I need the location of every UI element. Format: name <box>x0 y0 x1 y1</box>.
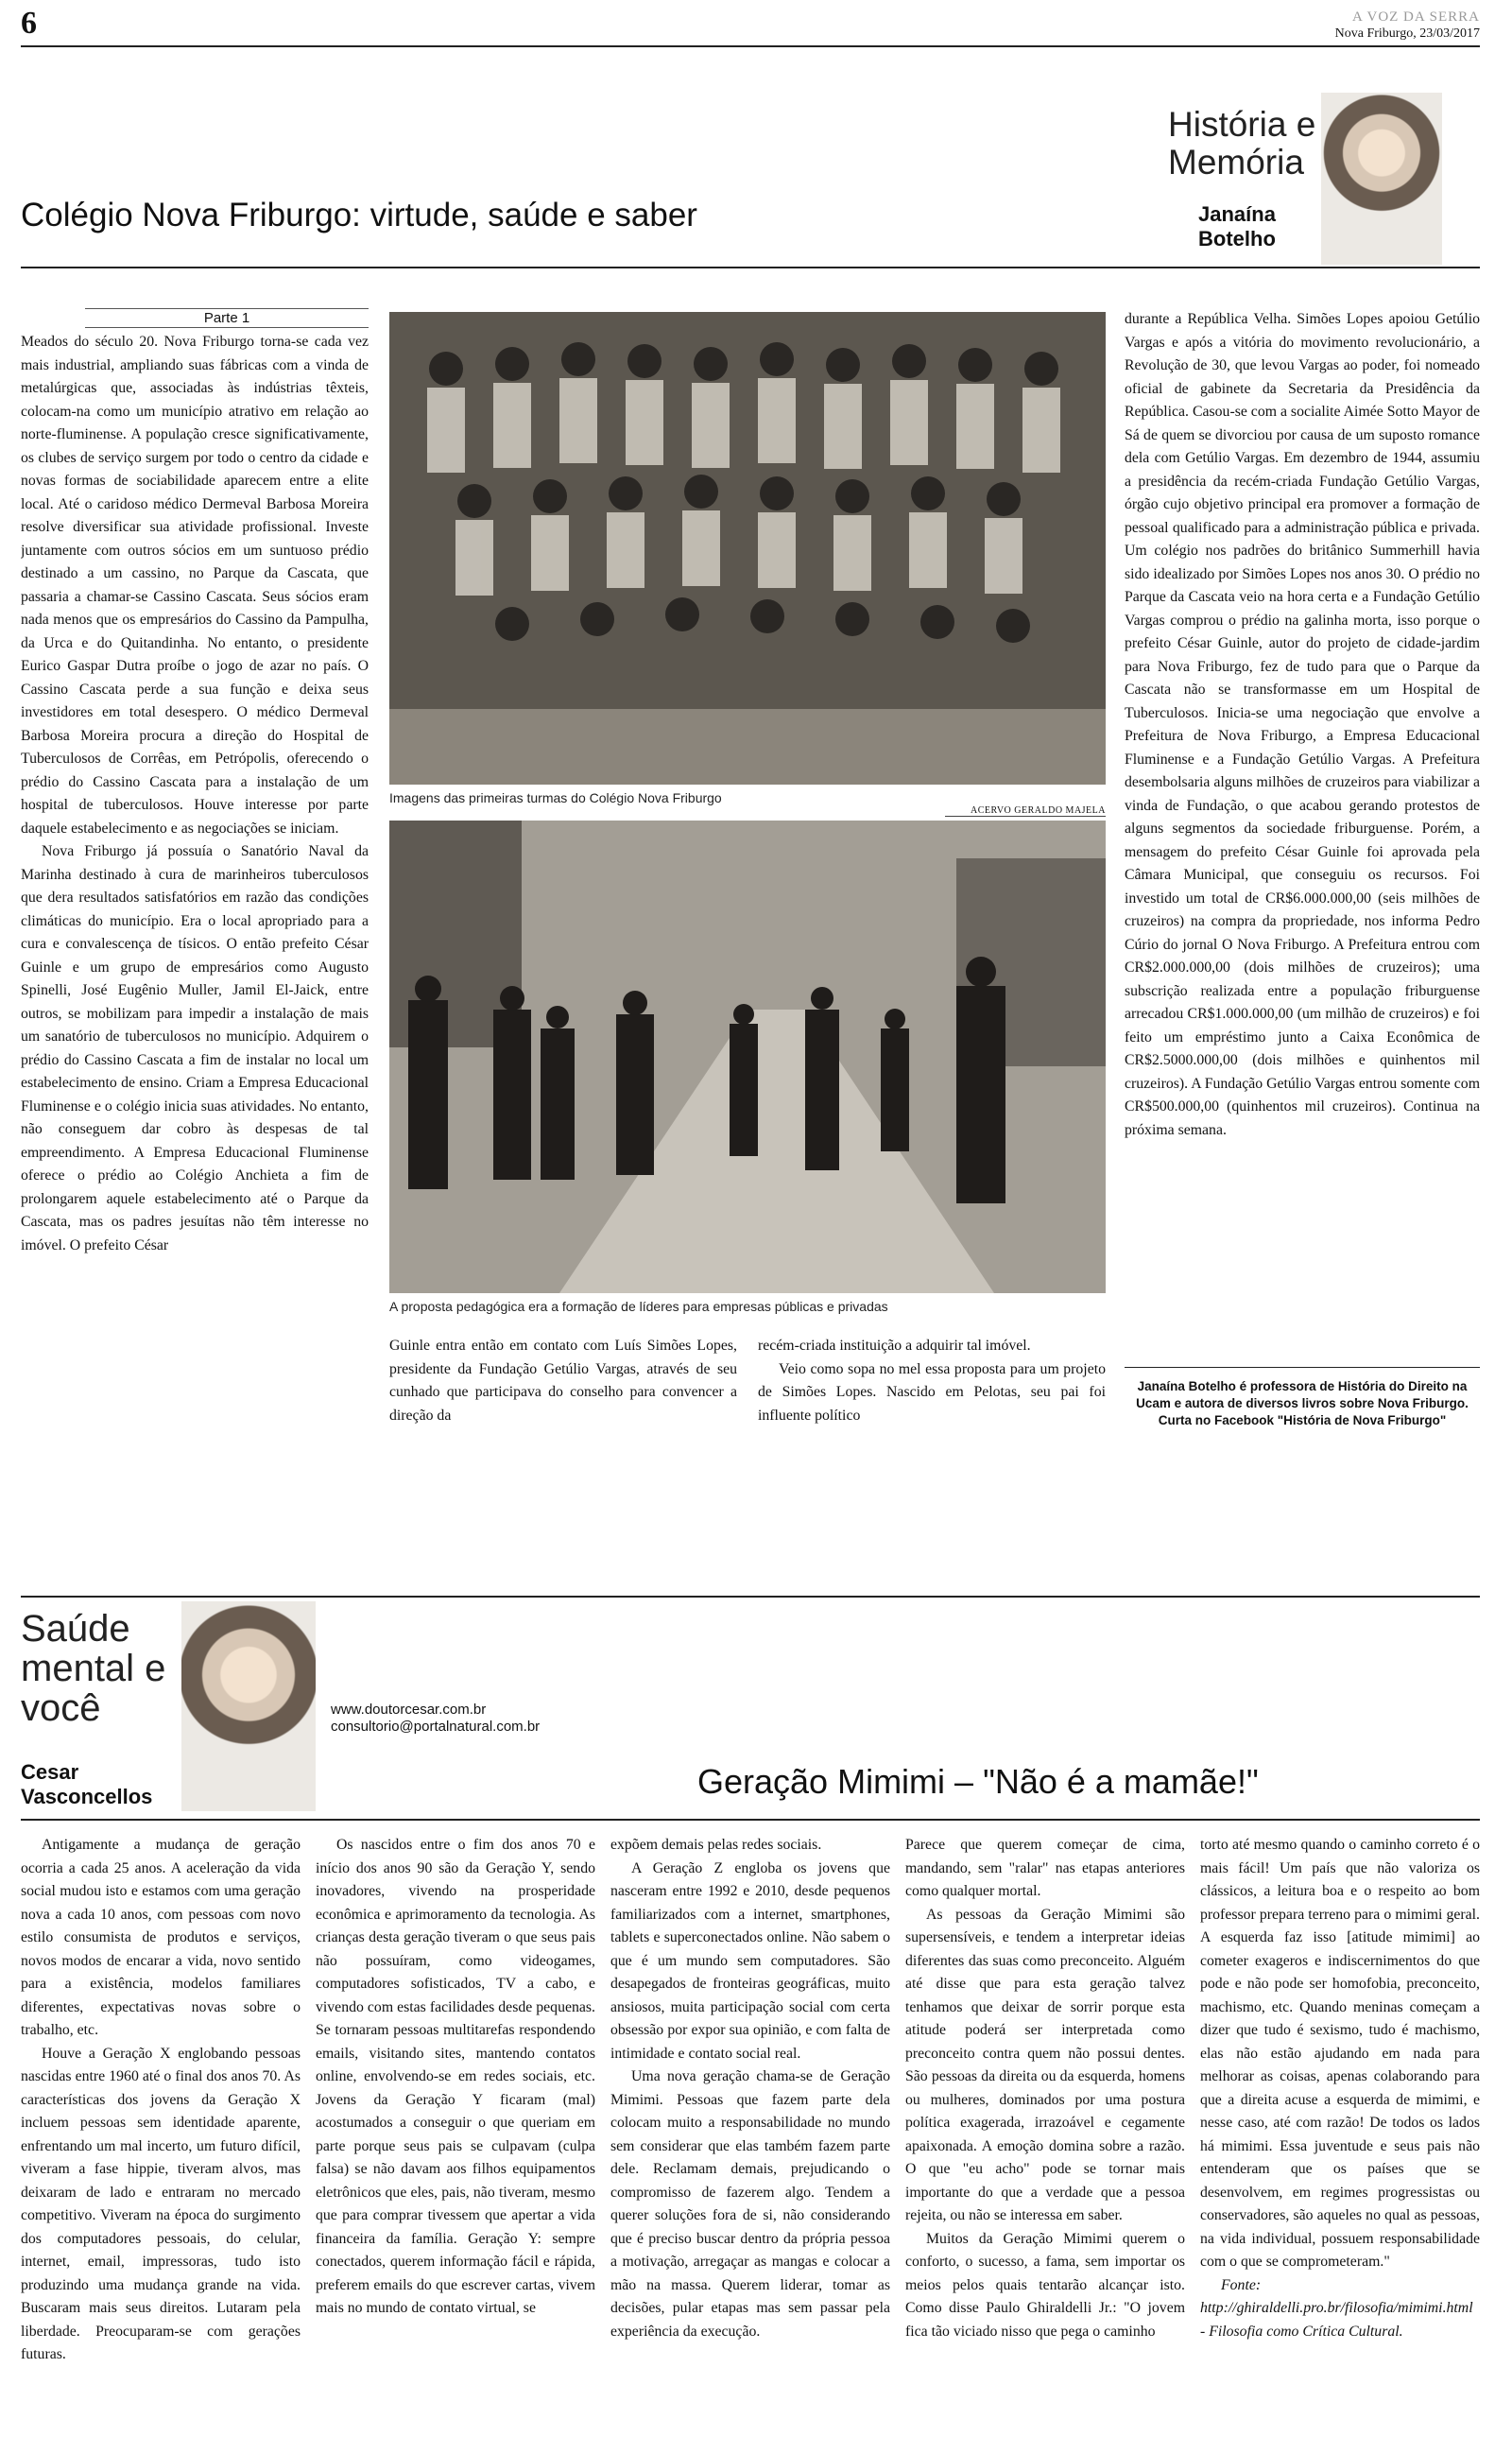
part-label: Parte 1 <box>85 308 369 328</box>
article2-col4-para2: As pessoas da Geração Mimimi são supersensíveis, e tendem a interpretar ideias diferentes das suas como preconceito. Alguém até disse que para esta geração talvez tenhamos que deixar de sorrir porque esta atitude poderá ser interpretada como preconceito contra quem não possui dentes. São pessoas da direita ou da esquerda, homens ou mulheres, dominados por uma postura política exagerada, irrazoável e cegamente apaixonada. A emoção domina sobre a razão. O que "eu acho" pode se tornar mais importante do que a verdade que a pessoa rejeita, ou não se interessa em saber. <box>905 1906 1185 2223</box>
article1-col1-para2: Nova Friburgo já possuía o Sanatório Naval da Marinha destinado à cura de marinheiros tuberculosos que dera resultados satisfatórios em razão das condições climáticas do município. Era o local apropriado para a cura e convalescença de tísicos. O então prefeito César Guinle e um grupo de empresários como Augusto Spinelli, José Eugênio Muller, Jamil El-Jaick, entre outros, se mobilizam para impedir a instalação de mais um sanatório de tuberculosos no município. Adquirem o prédio do Cassino Cascata a fim de instalar no local um estabelecimento de ensino. Criam a Empresa Educacional Fluminense e o colégio inicia suas atividades. No entanto, não conseguem dar cobro às despesas de tal empreendimento. A Empresa Educacional Fluminense oferece o prédio ao Colégio Anchieta a fim de prolongarem aquele estabelecimento até o Parque da Cascata, mas os padres jesuítas não têm interesse no imóvel. O prefeito César <box>21 843 369 1253</box>
article2-col5-source: Fonte: http://ghiraldelli.pro.br/filosofia/mimimi.html - Filosofia como Crítica Cultural. <box>1200 2276 1473 2340</box>
article2-column-2 <box>316 1834 595 2439</box>
article2-col3-para2: A Geração Z engloba os jovens que nasceram entre 1992 e 2010, desde pequenos familiarizados com a internet, smartphones, tablets e superconectados online. Não sabem o que é um mundo sem computadores. São desapegados de fronteiras geográficas, muito ansiosos, muita participação social com certa obsessão por expor sua opinião, e com falta de intimidade e contato social real. <box>610 1859 890 2062</box>
email-link[interactable]: consultorio@portalnatural.com.br <box>331 1719 541 1735</box>
article2-col3-para1: expõem demais pelas redes sociais. <box>610 1837 822 1853</box>
article2-author: Cesar Vasconcellos <box>21 1760 153 1808</box>
bio-rule <box>1125 1367 1480 1368</box>
header-date: Nova Friburgo, 23/03/2017 <box>1334 26 1480 41</box>
article1-col3-para2: Veio como sopa no mel essa proposta para um projeto de Simões Lopes. Nascido em Pelotas, seu pai foi influente político <box>758 1360 1106 1424</box>
article1-author: Janaína Botelho <box>1198 202 1276 251</box>
article1-column-4 <box>1125 308 1480 1357</box>
photo-parade-silhouettes <box>389 821 1106 1293</box>
author-bio: Janaína Botelho é professora de História do Direito na Ucam e autora de diversos livros sobre Nova Friburgo. Curta no Facebook "História de Nova Friburgo" <box>1136 1379 1469 1427</box>
portrait-cesar-icon <box>181 1601 316 1811</box>
photo1-caption: Imagens das primeiras turmas do Colégio Nova Friburgo <box>389 790 722 805</box>
photo-group-students-icon <box>389 312 1106 785</box>
photo-group-silhouettes <box>389 312 1106 785</box>
article2-col4-para3: Muitos da Geração Mimimi querem o conforto, o sucesso, a fama, sem importar os meios pelos quais tentarão alcançar isto. Como disse Paulo Ghiraldelli Jr.: "O jovem fica tão viciado nisso que pega o caminho <box>905 2230 1185 2340</box>
section-title-saude: Saúde mental e você <box>21 1608 166 1729</box>
article1-col4-para: durante a República Velha. Simões Lopes apoiou Getúlio Vargas e após a vitória do movimento revolucionário, a Revolução de 30, que levou Vargas ao poder, foi nomeado oficial de gabinete da Secretaria da Presidência da República. Casou-se com a socialite Aimée Sotto Mayor de Sá de quem se divorciou por causa de um suposto romance dela com Getúlio Vargas. Em dezembro de 1944, assumiu a presidência da recém-criada Fundação Getúlio Vargas, órgão cujo objetivo principal era promover a formação de pessoal qualificado para a administração pública e privada. Um colégio nos padrões do britânico Summerhill havia sido idealizado por Simões Lopes nos anos 30. O prédio no Parque da Cascata veio na hora certa e a Fundação Getúlio Vargas comprou o prédio na galinha morta, isso porque o prefeito César Guinle, autor do projeto de cidade-jardim para Nova Friburgo, fez de tudo para que o Parque da Cascata não se transformasse em um Hospital de Tuberculosos. Inicia-se uma negociação que envolve a Prefeitura de Nova Friburgo, a Empresa Educacional Fluminense e a Fundação Getúlio Vargas. A Prefeitura desembolsaria alguns milhões de cruzeiros para viabilizar a vinda de Fundação, o que acabou gerando protestos de alguns segmentos da sociedade friburguense. Porém, a mensagem do prefeito César Guinle foi aprovada pela Câmara Municipal, que conseguiu os recursos. Foi investido um total de CR$6.000.000,00 (seis milhões de cruzeiros) na compra da propriedade, nos informa Pedro Cúrio do jornal O Nova Friburgo. A Prefeitura entrou com CR$2.000.000,00 (dois milhões de cruzeiros); uma subscrição realizada entre a população friburguense arrecadou CR$1.000.000,00 (um milhão de cruzeiros) e foi feito um empréstimo junto a Caixa Econômica de CR$2.5000.000,00 (dois milhões e quinhentos mil cruzeiros). A Fundação Getúlio Vargas entrou somente com CR$500.000,00 (quinhentos mil cruzeiros). Continua na próxima semana. <box>1125 311 1480 1138</box>
article2-col5-para1: torto até mesmo quando o caminho correto é o mais fácil! Um país que não valoriza os clássicos, a leitura boa e o respeito ao bom professor prepara terreno para o mimimi geral. A esquerda faz isso [atitude mimimi] ao cometer exageros e indiscernimentos do que pode e não pode ser homofobia, preconceito, machismo, etc. Quando meninas começam a dizer que tudo é sexismo, tudo é machismo, elas não estão ajudando em nada para melhorar as coisas, apenas colaborando para que a direita acuse a esquerda de mimimi, e nesse caso, até com razão! De todos os lados há mimimi. Essa juventude e seus pais não entenderam que os países que se desenvolvem, em regimes progressistas ou conservadores, são aqueles no qual as pessoas, na vida individual, possuem responsabilidade com o que se comprometeram." <box>1200 1837 1480 2270</box>
article2-col4-para1: Parece que querem começar de cima, mandando, sem "ralar" nas etapas anteriores como qualquer mortal. <box>905 1837 1185 1899</box>
header-rule <box>21 45 1480 47</box>
article1-col3-para1: recém-criada instituição a adquirir tal imóvel. <box>758 1338 1031 1354</box>
article2-top-rule <box>21 1596 1480 1598</box>
article2-title: Geração Mimimi – "Não é a mamãe!" <box>697 1762 1259 1801</box>
page-number: 6 <box>21 6 37 41</box>
section-title-historia: História e Memória <box>1168 105 1316 181</box>
photo2-caption: A proposta pedagógica era a formação de líderes para empresas públicas e privadas <box>389 1299 888 1314</box>
article1-column-3 <box>758 1335 1106 1444</box>
article2-head-rule <box>21 1819 1480 1821</box>
article1-title: Colégio Nova Friburgo: virtude, saúde e saber <box>21 197 697 233</box>
article2-column-1 <box>21 1834 301 2439</box>
article2-col1-para1: Antigamente a mudança de geração ocorria a cada 25 anos. A aceleração da vida social mudou isto e estamos com uma geração nova a cada 10 anos, com pessoas com novo estilo consumista de produtos e serviços, novos modos de encarar a vida, novo sentido para a existência, modelos familiares diferentes, expectativas novas sobre o trabalho, etc. <box>21 1837 301 2038</box>
publication-name: A VOZ DA SERRA <box>1352 9 1480 25</box>
article2-col1-para2: Houve a Geração X englobando pessoas nascidas entre 1960 até o final dos anos 70. As características dos jovens da Geração X incluem pessoas sem identidade aparente, enfrentando um mal incerto, um futuro difícil, viveram a fase hippie, tiveram alvos, mas deixaram de lado e entraram no mercado competitivo. Viveram na época do surgimento dos computadores pessoais, do celular, internet, email, impressoras, tudo isto produzindo uma mudança grande na vida. Buscaram mais seus direitos. Lutaram pela liberdade. Preocuparam-se com gerações futuras. <box>21 2045 301 2362</box>
website-link[interactable]: www.doutorcesar.com.br <box>331 1702 487 1718</box>
article2-column-5 <box>1200 1834 1480 2439</box>
article1-column-1 <box>21 331 369 1446</box>
photo1-credit: ACERVO GERALDO MAJELA <box>945 805 1106 817</box>
article1-column-2 <box>389 1335 737 1444</box>
article1-col1-para1: Meados do século 20. Nova Friburgo torna-se cada vez mais industrial, ampliando suas fábricas com a vinda de metalúrgicas que, associadas às indústrias têxteis, colocam-na como um município atrativo em relação ao norte-fluminense. A população cresce significativamente, os clubes de serviço surgem por todo o centro da cidade e novas formas de sociabilidade aparecem entre a elite local. Até o caridoso médico Dermeval Barbosa Moreira resolve diversificar sua atividade profissional. Investe juntamente com outros sócios em um suntuoso prédio destinado a um cassino, no Parque da Cascata, que passaria a chamar-se Cassino Cascata. Seus sócios eram nada menos que os empresários do Cassino da Pampulha, da Urca e do Quitandinha. No entanto, o presidente Eurico Gaspar Dutra proíbe o jogo de azar no país. O Cassino Cascata perde a sua função e deixa seus investidores em total desespero. O médico Dermeval Barbosa Moreira procura a direção do Hospital de Tuberculosos de Corrêas, em Petrópolis, oferecendo o prédio do Cassino Cascata para a instalação de um hospital de tuberculosos. Houve interesse por parte daquele estabelecimento e as negociações se iniciam. <box>21 334 369 837</box>
article2-col3-para3: Uma nova geração chama-se de Geração Mimimi. Pessoas que fazem parte dela colocam muito a responsabilidade no mundo sem considerar que elas também fazem parte dele. Reclamam demais, prejudicando o compromisso de fazerem algo. Tendem a querer soluções fora de si, não considerando que é preciso buscar dentro da própria pessoa a motivação, arregaçar as mangas e colocar a mão na massa. Querem liderar, tomar as decisões, pular etapas mas sem passar pela experiência da execução. <box>610 2068 890 2340</box>
article1-head-rule <box>21 267 1480 268</box>
article2-column-4 <box>905 1834 1185 2439</box>
article2-col2-para1: Os nascidos entre o fim dos anos 70 e início dos anos 90 são da Geração Y, sendo inovadores, vivendo na prosperidade econômica e aprimoramento da tecnologia. As crianças desta geração tiveram o que seus pais não possuíram, como videogames, computadores sofisticados, TV a cabo, e vivendo com estas facilidades desde pequenas. Se tornaram pessoas multitarefas respondendo emails, visitando sites, mantendo contatos online, envolvendo-se em redes sociais, etc. Jovens da Geração Y ficaram (mal) acostumados a conseguir o que queriam em parte porque seus pais se culpavam (culpa falsa) se não davam aos filhos equipamentos eletrônicos que eles, pais, não tiveram, mesmo que para comprar tivessem que apertar a vida financeira da família. Geração Y: sempre conectados, querem informação fácil e rápida, preferem emails do que escrever cartas, vivem mais no mundo de contato virtual, se <box>316 1837 595 2316</box>
article2-column-3 <box>610 1834 890 2439</box>
article1-col2-para: Guinle entra então em contato com Luís Simões Lopes, presidente da Fundação Getúlio Vargas, através de seu cunhado que participava do conselho para convencer a direção da <box>389 1338 737 1424</box>
photo-parade-icon <box>389 821 1106 1293</box>
portrait-janaina-icon <box>1321 93 1442 265</box>
